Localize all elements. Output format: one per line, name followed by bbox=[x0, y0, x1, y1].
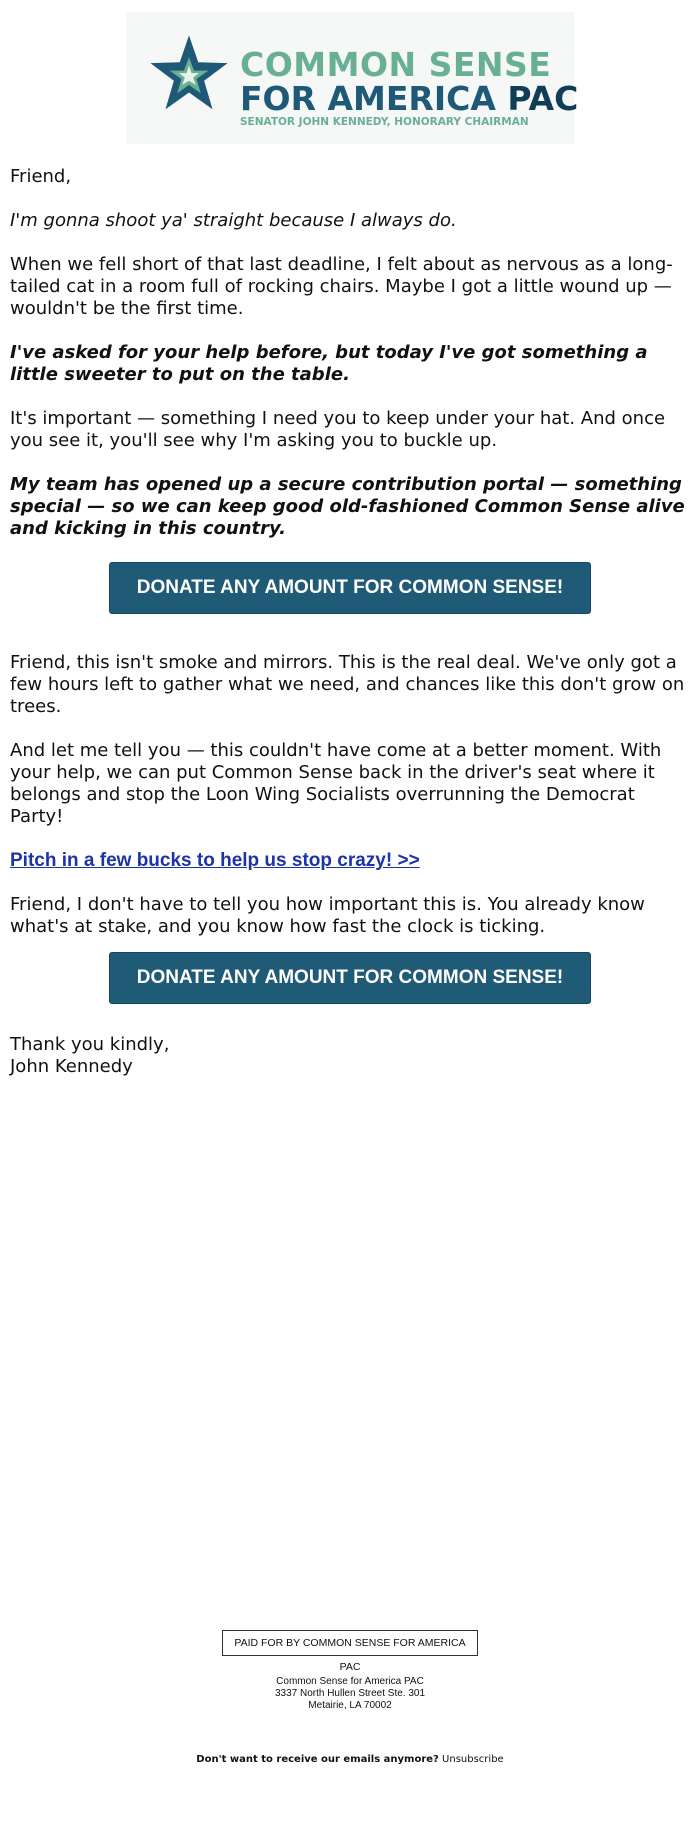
logo-title-line2 bbox=[240, 80, 578, 118]
mailing-address bbox=[0, 1676, 700, 1712]
paragraph-8: Friend, I don't have to tell you how important this is. You already know what's at stake, and you know how fast the clock is ticking. bbox=[10, 894, 645, 937]
address-street: 3337 North Hullen Street Ste. 301 bbox=[274, 1688, 426, 1699]
signature-name: John Kennedy bbox=[10, 1056, 133, 1077]
unsubscribe-row bbox=[0, 1754, 700, 1765]
address-city: Metairie, LA 70002 bbox=[308, 1700, 392, 1711]
address-org: Common Sense for America PAC bbox=[276, 1676, 424, 1687]
logo-title-line1: COMMON SENSE bbox=[240, 45, 552, 84]
email-body bbox=[10, 166, 690, 1078]
paragraph-4: It's important — something I need you to keep under your hat. And once you see it, you'll see why I'm asking you to buckle up. bbox=[10, 408, 666, 451]
unsubscribe-question: Don't want to receive our emails anymore? bbox=[196, 1754, 439, 1765]
logo-for-america: FOR AMERICA bbox=[240, 79, 496, 118]
paragraph-3: I've asked for your help before, but today I've got something a little sweeter to put on the table. bbox=[10, 342, 648, 385]
donate-button-2[interactable]: DONATE ANY AMOUNT FOR COMMON SENSE! bbox=[109, 952, 591, 1004]
logo-pac: PAC bbox=[507, 79, 579, 118]
paid-for-disclaimer: PAID FOR BY COMMON SENSE FOR AMERICA PAC bbox=[222, 1630, 478, 1656]
logo-tagline: SENATOR JOHN KENNEDY, HONORARY CHAIRMAN bbox=[240, 116, 529, 128]
paragraph-6: Friend, this isn't smoke and mirrors. This is the real deal. We've only got a few hours left to gather what we need, and chances like this don't grow on trees. bbox=[10, 652, 685, 717]
star-logo-icon bbox=[146, 32, 232, 116]
paragraph-7: And let me tell you — this couldn't have come at a better moment. With your help, we can put Common Sense back in the driver's seat where it belongs and stop the Loon Wing Socialists overrunning the Democrat Party! bbox=[10, 740, 662, 827]
signoff-line: Thank you kindly, bbox=[10, 1034, 170, 1055]
pac-logo bbox=[126, 12, 579, 144]
paragraph-2: When we fell short of that last deadline, I felt about as nervous as a long-tailed cat in a room full of rocking chairs. Maybe I got a little wound up — wouldn't be the first time. bbox=[10, 254, 673, 319]
signoff bbox=[10, 1034, 690, 1078]
donate-button-row-2 bbox=[10, 952, 690, 1004]
pitch-link-paragraph bbox=[10, 850, 690, 872]
donate-button-1[interactable]: DONATE ANY AMOUNT FOR COMMON SENSE! bbox=[109, 562, 591, 614]
paragraph-5: My team has opened up a secure contribution portal — something special — so we can keep good old-fashioned Common Sense alive and kicking in this country. bbox=[10, 474, 685, 539]
paragraph-1: I'm gonna shoot ya' straight because I always do. bbox=[10, 210, 457, 231]
pitch-in-link[interactable]: Pitch in a few bucks to help us stop crazy! >> bbox=[10, 850, 420, 871]
unsubscribe-link[interactable]: Unsubscribe bbox=[442, 1754, 504, 1765]
greeting: Friend, bbox=[10, 166, 72, 187]
donate-button-row-1 bbox=[10, 562, 690, 614]
